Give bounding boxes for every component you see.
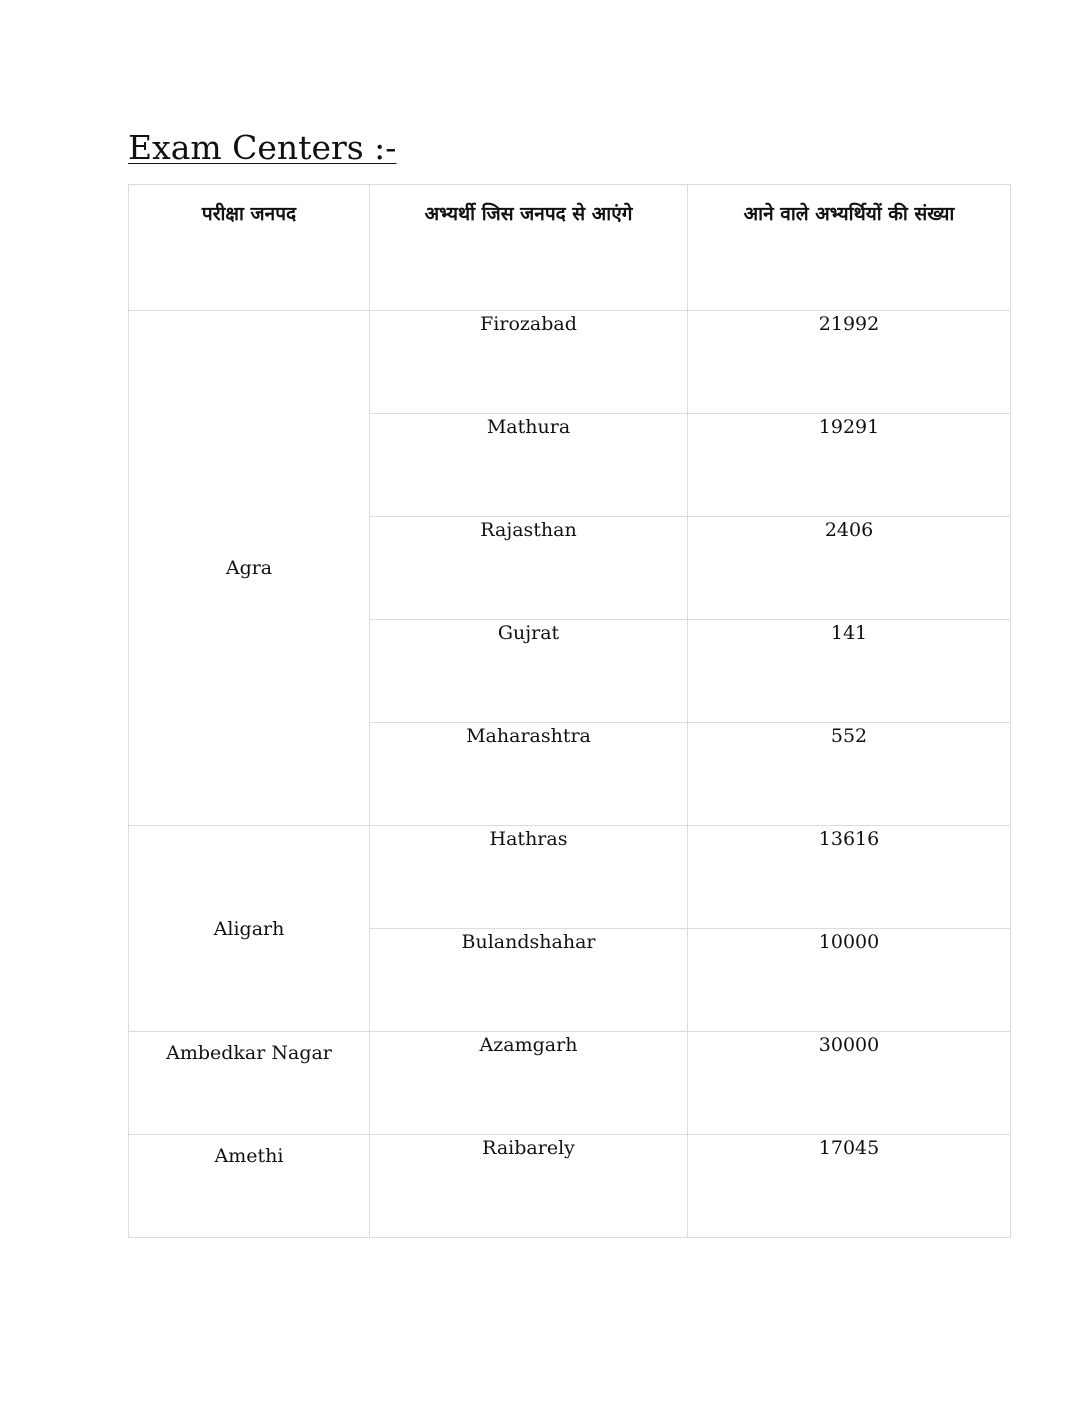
from-district-cell: Mathura	[370, 414, 688, 517]
from-district-cell: Firozabad	[370, 311, 688, 414]
table-row	[129, 1135, 1011, 1238]
candidate-count-cell: 21992	[688, 311, 1011, 414]
candidate-count-cell: 552	[688, 723, 1011, 826]
from-district-cell: Gujrat	[370, 620, 688, 723]
exam-district-cell: Agra	[129, 311, 370, 826]
from-district-cell: Rajasthan	[370, 517, 688, 620]
header-candidate-count: आने वाले अभ्यर्थियों की संख्या	[688, 185, 1011, 311]
exam-district-cell: Amethi	[129, 1135, 370, 1238]
candidate-count-cell: 17045	[688, 1135, 1011, 1238]
exam-district-cell: Ambedkar Nagar	[129, 1032, 370, 1135]
header-exam-district: परीक्षा जनपद	[129, 185, 370, 311]
table-header-row	[129, 185, 1011, 311]
table-row	[129, 311, 1011, 414]
from-district-cell: Hathras	[370, 826, 688, 929]
table-row	[129, 826, 1011, 929]
candidate-count-cell: 141	[688, 620, 1011, 723]
from-district-cell: Bulandshahar	[370, 929, 688, 1032]
exam-centers-table	[128, 184, 1011, 1238]
candidate-count-cell: 2406	[688, 517, 1011, 620]
exam-district-cell: Aligarh	[129, 826, 370, 1032]
candidate-count-cell: 30000	[688, 1032, 1011, 1135]
from-district-cell: Azamgarh	[370, 1032, 688, 1135]
page-title: Exam Centers :-	[128, 128, 397, 167]
header-from-district: अभ्यर्थी जिस जनपद से आएंगे	[370, 185, 688, 311]
from-district-cell: Maharashtra	[370, 723, 688, 826]
table-row	[129, 1032, 1011, 1135]
candidate-count-cell: 10000	[688, 929, 1011, 1032]
from-district-cell: Raibarely	[370, 1135, 688, 1238]
candidate-count-cell: 13616	[688, 826, 1011, 929]
candidate-count-cell: 19291	[688, 414, 1011, 517]
